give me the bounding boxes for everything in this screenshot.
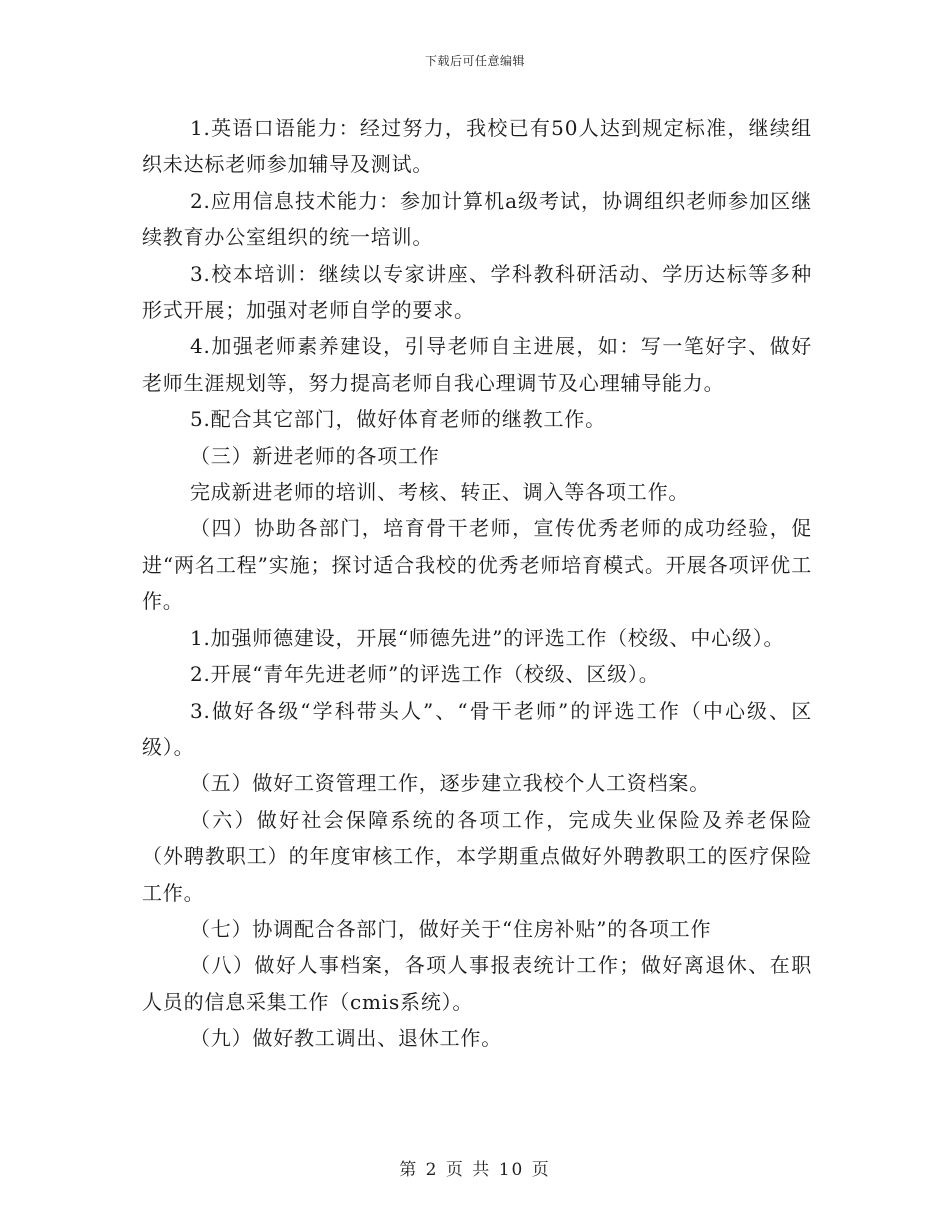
page-footer: 第 2 页 共 10 页: [399, 1160, 551, 1180]
paragraph-pe-teachers: 5.配合其它部门，做好体育老师的继教工作。: [190, 407, 606, 432]
section-heading-housing: （七）协调配合各部门，做好关于“住房补贴”的各项工作: [190, 916, 712, 941]
paragraph-teacher-quality: 4.加强老师素养建设，引导老师自主进展，如：写一笔好字、做好老师生涯规划等，努力提高老师自我心理调节及心理辅导能力。: [142, 334, 812, 395]
section-heading-new-teachers: （三）新进老师的各项工作: [190, 443, 440, 468]
paragraph-subject-leaders: 3.做好各级“学科带头人”、“骨干老师”的评选工作（中心级、区级）。: [142, 698, 812, 759]
page-header: 下载后可任意编辑: [424, 54, 525, 68]
paragraph-english-oral: 1.英语口语能力：经过努力，我校已有50人达到规定标准，继续组织未达标老师参加辅导及测试。: [142, 116, 812, 177]
paragraph-ethics: 1.加强师德建设，开展“师德先进”的评选工作（校级、中心级）。: [190, 625, 785, 650]
paragraph-it-ability: 2.应用信息技术能力：参加计算机a级考试，协调组织老师参加区继续教育办公室组织的统一培训。: [142, 188, 812, 250]
section-heading-social-security: （六）做好社会保障系统的各项工作，完成失业保险及养老保险（外聘教职工）的年度审核工作，本学期重点做好外聘教职工的医疗保险工作。: [142, 807, 812, 905]
paragraph-new-teacher-tasks: 完成新进老师的培训、考核、转正、调入等各项工作。: [190, 480, 690, 505]
section-heading-backbone-teachers: （四）协助各部门，培育骨干老师，宣传优秀老师的成功经验，促进“两名工程”实施；探讨适合我校的优秀老师培育模式。开展各项评优工作。: [142, 516, 812, 614]
section-heading-retirement: （九）做好教工调出、退休工作。: [190, 1026, 502, 1051]
paragraph-young-teachers: 2.开展“青年先进老师”的评选工作（校级、区级）。: [190, 662, 660, 687]
section-heading-salary: （五）做好工资管理工作，逐步建立我校个人工资档案。: [190, 771, 710, 796]
paragraph-school-training: 3.校本培训：继续以专家讲座、学科教科研活动、学历达标等多种形式开展；加强对老师自学的要求。: [142, 261, 812, 323]
document-body: [142, 110, 812, 1057]
section-heading-personnel-files: （八）做好人事档案，各项人事报表统计工作；做好离退休、在职人员的信息采集工作（cmis系统）。: [142, 953, 812, 1014]
